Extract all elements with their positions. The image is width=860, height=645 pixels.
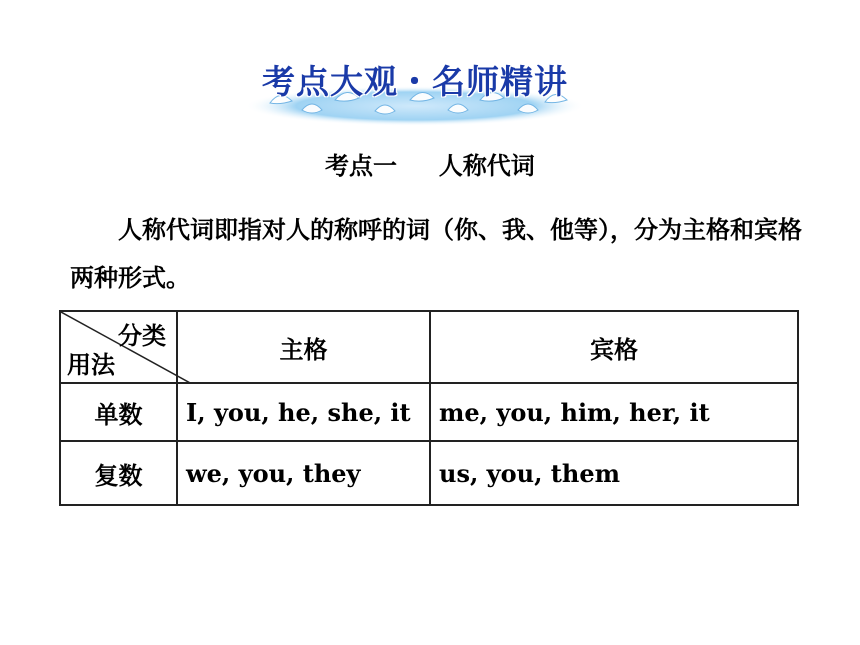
cell-plural-nominative: we, you, they [177, 441, 430, 505]
header-objective: 宾格 [430, 311, 798, 383]
table-row [60, 441, 798, 505]
corner-cell [60, 311, 177, 383]
title-banner [240, 48, 590, 128]
corner-label-usage: 用法 [67, 350, 115, 379]
row-label-singular: 单数 [60, 383, 177, 441]
table-row [60, 383, 798, 441]
intro-text: 人称代词即指对人的称呼的词（你、我、他等），分为主格和宾格两种形式。 [70, 215, 802, 292]
cell-singular-nominative: I, you, he, she, it [177, 383, 430, 441]
corner-label-category: 分类 [118, 321, 166, 350]
cell-plural-objective: us, you, them [430, 441, 798, 505]
row-label-plural: 复数 [60, 441, 177, 505]
pronoun-table [59, 310, 799, 506]
section-heading: 考点一 人称代词 [325, 151, 535, 180]
intro-paragraph [70, 206, 810, 302]
header-nominative: 主格 [177, 311, 430, 383]
banner-title: 考点大观・名师精讲 [262, 62, 568, 101]
cell-singular-objective: me, you, him, her, it [430, 383, 798, 441]
table-header-row [60, 311, 798, 383]
